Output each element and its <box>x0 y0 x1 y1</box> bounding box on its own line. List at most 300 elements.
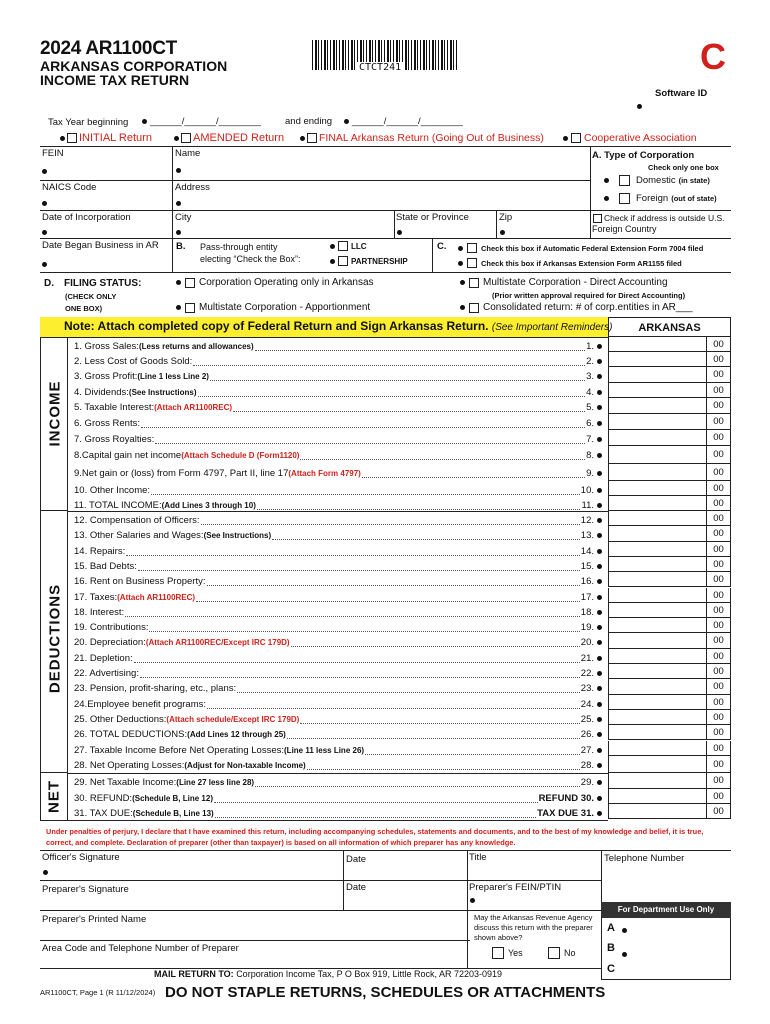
naics-field[interactable] <box>42 201 47 206</box>
federal-extension-checkbox[interactable] <box>467 243 477 253</box>
line-row <box>74 574 602 589</box>
amount-field[interactable] <box>608 588 707 603</box>
officer-date-label: Date <box>346 854 367 865</box>
arkansas-column-heading: ARKANSAS <box>608 317 731 337</box>
line-label: 21. Depletion: <box>74 652 133 664</box>
line-label: 17. Taxes: <box>74 591 118 603</box>
amount-field[interactable] <box>608 773 707 789</box>
dot-leader <box>196 593 580 602</box>
discuss-yes-label: Yes <box>508 948 523 958</box>
bullet-icon <box>597 564 602 569</box>
line-label: 28. Net Operating Losses: <box>74 759 185 771</box>
foreign-note: (out of state) <box>671 194 717 203</box>
bullet-icon <box>597 421 602 426</box>
line-number: TAX DUE 31. <box>537 808 594 819</box>
department-use-box <box>601 918 731 980</box>
line-label: 5. Taxable Interest: <box>74 402 155 413</box>
amount-field[interactable] <box>608 695 707 710</box>
bullet-icon <box>176 305 181 310</box>
final-return-checkbox[interactable] <box>307 133 317 143</box>
cents-field: 00 <box>707 557 731 572</box>
software-id-field[interactable] <box>637 104 642 109</box>
dot-leader <box>272 531 580 540</box>
line-row <box>74 498 602 513</box>
bullet-icon <box>597 344 602 349</box>
line-note: (Attach AR1100REC) <box>154 403 233 412</box>
name-label: Name <box>175 148 201 159</box>
line-row <box>74 559 602 574</box>
amount-field[interactable] <box>608 756 707 773</box>
dot-leader <box>126 547 580 556</box>
dot-leader <box>233 403 585 412</box>
line-note: (Add Lines 3 through 10) <box>161 501 256 510</box>
preparer-fein-field[interactable] <box>470 898 475 903</box>
bullet-icon <box>622 928 627 933</box>
filing-status-letter: D. <box>44 278 54 289</box>
line-number: 6. <box>586 418 594 429</box>
amount-field[interactable] <box>608 542 707 557</box>
dot-leader <box>207 577 580 586</box>
line-number: 13. <box>580 530 594 542</box>
amount-field[interactable] <box>608 804 707 819</box>
bullet-icon <box>597 579 602 584</box>
line-row <box>74 590 602 605</box>
department-use-heading: For Department Use Only <box>601 902 731 918</box>
bullet-icon <box>300 136 305 141</box>
officer-signature-field[interactable] <box>43 870 48 875</box>
preparer-printed-name-label: Preparer's Printed Name <box>42 914 147 925</box>
dot-leader <box>215 809 536 818</box>
amended-return-label: AMENDED Return <box>193 132 285 144</box>
line-row <box>74 681 602 696</box>
cents-field: 00 <box>707 464 731 481</box>
city-field[interactable] <box>176 230 181 235</box>
cents-field: 00 <box>707 481 731 496</box>
cents-field: 00 <box>707 710 731 725</box>
cents-field: 00 <box>707 446 731 464</box>
dot-leader <box>155 435 585 444</box>
discuss-question: May the Arkansas Revenue Agency discuss this return with the preparer shown above? <box>474 913 593 942</box>
line-row <box>74 712 602 727</box>
line-label: 25. Other Deductions: <box>74 713 167 725</box>
amount-field[interactable] <box>608 789 707 804</box>
bullet-icon <box>597 702 602 707</box>
form-subtitle-line2: INCOME TAX RETURN <box>40 72 190 88</box>
line-row <box>74 339 602 354</box>
line-number: 8. <box>586 450 594 461</box>
bullet-icon <box>174 136 179 141</box>
bullet-icon <box>597 625 602 630</box>
income-section-label: INCOME <box>46 380 64 447</box>
bullet-icon <box>597 518 602 523</box>
discuss-yes-checkbox[interactable] <box>492 947 504 959</box>
line-number: 28. <box>580 759 594 771</box>
incorporation-label: Date of Incorporation <box>42 212 131 223</box>
dot-leader <box>193 357 585 366</box>
cents-field: 00 <box>707 773 731 789</box>
line-note: (Line 11 less Line 26) <box>284 745 365 755</box>
direct-accounting-label: Multistate Corporation - Direct Accounting <box>483 277 668 288</box>
amount-field[interactable] <box>608 414 707 430</box>
filing-status-heading: FILING STATUS: <box>64 278 142 289</box>
dot-leader <box>257 501 581 510</box>
dot-leader <box>255 778 580 787</box>
line-label: 19. Contributions: <box>74 622 149 634</box>
amount-field[interactable] <box>608 464 707 481</box>
city-label: City <box>175 212 192 223</box>
dot-leader <box>255 342 585 351</box>
bullet-icon <box>597 811 602 816</box>
line-row <box>74 432 602 447</box>
direct-accounting-checkbox[interactable] <box>469 278 479 288</box>
dot-leader <box>237 684 580 693</box>
amount-field[interactable] <box>608 352 707 367</box>
amount-field[interactable] <box>608 383 707 398</box>
bullet-icon <box>563 136 568 141</box>
amount-field[interactable] <box>608 481 707 496</box>
amount-field[interactable] <box>608 446 707 464</box>
date-began-field[interactable] <box>42 262 47 267</box>
line-label: 18. Interest: <box>74 606 125 618</box>
bullet-icon <box>597 686 602 691</box>
cents-field: 00 <box>707 398 731 414</box>
line-row <box>74 466 602 481</box>
dot-leader <box>140 669 580 678</box>
line-note: (Attach AR1100REC) <box>117 592 196 602</box>
corp-type-heading: A. Type of Corporation <box>592 150 695 161</box>
amount-field[interactable] <box>608 496 707 511</box>
fein-label: FEIN <box>42 148 64 159</box>
dot-leader <box>362 469 585 478</box>
direct-accounting-note: (Prior written approval required for Direct Accounting) <box>492 291 686 300</box>
line-label: 3. Gross Profit: <box>74 371 138 382</box>
final-return-label: FINAL Arkansas Return (Going Out of Business) <box>319 132 544 144</box>
tax-year-ending-label: and ending <box>285 116 333 127</box>
line-row <box>74 385 602 400</box>
line-label: 7. Gross Royalties: <box>74 434 155 445</box>
line-note: (See Instructions) <box>203 531 272 541</box>
bullet-icon <box>597 488 602 493</box>
passthrough-text1: Pass-through entity <box>200 242 278 252</box>
line-number: 29. <box>580 777 594 788</box>
line-label: 15. Bad Debts: <box>74 560 137 572</box>
naics-label: NAICS Code <box>42 182 97 193</box>
cents-field: 00 <box>707 383 731 398</box>
form-title: 2024 AR1100CT <box>40 38 177 59</box>
bullet-icon <box>330 244 335 249</box>
line-row <box>74 528 602 543</box>
bullet-icon <box>604 196 609 201</box>
line-row <box>74 758 602 773</box>
llc-checkbox[interactable] <box>338 241 348 251</box>
line-number: 5. <box>586 402 594 413</box>
line-label: 30. REFUND: <box>74 793 133 804</box>
domestic-checkbox[interactable] <box>619 175 630 186</box>
line-note: (Attach AR1100REC/Except IRC 179D) <box>145 638 290 648</box>
amount-field[interactable] <box>608 649 707 664</box>
cents-field: 00 <box>707 367 731 383</box>
mail-return-address: Corporation Income Tax, P O Box 919, Little Rock, AR 72203-0919 <box>236 969 503 979</box>
domestic-label: Domestic <box>636 175 676 186</box>
line-note: (Add Lines 12 through 25) <box>187 730 286 740</box>
line-number: 20. <box>580 637 594 649</box>
amount-field[interactable] <box>608 526 707 541</box>
tax-year-ending-field[interactable]: ______/______/________ <box>352 116 463 127</box>
line-number: 14. <box>580 545 594 557</box>
bullet-icon <box>60 136 65 141</box>
line-note: (Less returns and allowances) <box>138 342 254 351</box>
amount-field[interactable] <box>608 664 707 679</box>
bullet-icon <box>458 246 463 251</box>
date-began-label: Date Began Business in AR <box>42 240 159 251</box>
line-number: 23. <box>580 683 594 695</box>
bullet-icon <box>460 305 465 310</box>
discuss-no-checkbox[interactable] <box>548 947 560 959</box>
line-number: 27. <box>580 744 594 756</box>
outside-us-checkbox[interactable] <box>593 214 602 223</box>
zip-field[interactable] <box>500 230 505 235</box>
filing-status-note2: ONE BOX) <box>65 304 103 313</box>
cents-field: 00 <box>707 352 731 367</box>
cents-field: 00 <box>707 633 731 648</box>
dot-leader <box>149 623 579 632</box>
line-number: 18. <box>580 606 594 618</box>
passthrough-letter: B. <box>176 241 186 252</box>
cents-field: 00 <box>707 789 731 804</box>
amount-field[interactable] <box>608 603 707 618</box>
arkansas-extension-label: Check this box if Arkansas Extension Form AR1155 filed <box>481 258 682 268</box>
line-label: 9.Net gain or (loss) from Form 4797, Part II, line 17 <box>74 468 289 479</box>
amount-field[interactable] <box>608 679 707 694</box>
initial-return-checkbox[interactable] <box>67 133 77 143</box>
line-row <box>74 448 602 463</box>
amount-field[interactable] <box>608 633 707 648</box>
incorporation-field[interactable] <box>42 230 47 235</box>
bullet-icon <box>142 119 147 124</box>
arkansas-only-label: Corporation Operating only in Arkansas <box>199 277 374 288</box>
cents-field: 00 <box>707 588 731 603</box>
line-row <box>74 806 602 821</box>
foreign-checkbox[interactable] <box>619 193 630 204</box>
cents-field: 00 <box>707 430 731 446</box>
line-number: 10. <box>580 485 594 496</box>
amount-field[interactable] <box>608 725 707 740</box>
cents-field: 00 <box>707 496 731 511</box>
line-row <box>74 791 602 806</box>
department-b-label: B <box>607 942 615 954</box>
dot-leader <box>307 761 580 770</box>
preparer-signature-label: Preparer's Signature <box>42 884 129 895</box>
bullet-icon <box>597 405 602 410</box>
dot-leader <box>151 486 580 495</box>
line-label: 20. Depreciation: <box>74 637 146 649</box>
dot-leader <box>210 372 585 381</box>
notice-reminder: (See Important Reminders) <box>491 322 613 333</box>
state-field[interactable] <box>397 230 402 235</box>
amount-field[interactable] <box>608 557 707 572</box>
dot-leader <box>287 730 580 739</box>
line-note: (Schedule B, Line 13) <box>132 809 214 818</box>
line-number: REFUND 30. <box>538 793 594 804</box>
bullet-icon <box>330 259 335 264</box>
amount-field[interactable] <box>608 430 707 446</box>
department-c-label: C <box>607 963 615 975</box>
arkansas-only-checkbox[interactable] <box>185 278 195 288</box>
partnership-label: PARTNERSHIP <box>351 256 408 266</box>
passthrough-text2: electing “Check the Box”: <box>200 254 301 264</box>
line-label: 27. Taxable Income Before Net Operating Losses: <box>74 744 285 756</box>
corp-type-note: Check only one box <box>648 163 719 172</box>
filing-status-note1: (CHECK ONLY <box>65 292 117 301</box>
line-number: 11. <box>581 500 594 511</box>
bullet-icon <box>597 374 602 379</box>
telephone-label: Telephone Number <box>604 853 685 864</box>
line-row <box>74 605 602 620</box>
line-row <box>74 666 602 681</box>
line-number: 3. <box>586 371 594 382</box>
amount-field[interactable] <box>608 398 707 414</box>
line-label: 10. Other Income: <box>74 485 151 496</box>
amount-field[interactable] <box>608 511 707 526</box>
extension-letter: C. <box>437 241 447 252</box>
amount-field[interactable] <box>608 710 707 725</box>
tax-year-beginning-label: Tax Year beginning <box>48 117 129 128</box>
bullet-icon <box>458 261 463 266</box>
dot-leader <box>300 451 585 460</box>
line-row <box>74 354 602 369</box>
line-number: 7. <box>586 434 594 445</box>
cents-field: 00 <box>707 649 731 664</box>
bullet-icon <box>597 763 602 768</box>
arkansas-extension-checkbox[interactable] <box>467 258 477 268</box>
line-row <box>74 483 602 498</box>
amount-field[interactable] <box>608 337 707 352</box>
dot-leader <box>201 516 580 525</box>
line-label: 23. Pension, profit-sharing, etc., plans: <box>74 683 237 695</box>
deductions-section-label: DEDUCTIONS <box>46 583 64 694</box>
line-row <box>74 544 602 559</box>
line-row <box>74 697 602 712</box>
bullet-icon <box>597 471 602 476</box>
amount-field[interactable] <box>608 618 707 633</box>
cents-field: 00 <box>707 526 731 541</box>
amended-return-checkbox[interactable] <box>181 133 191 143</box>
line-number: 15. <box>580 560 594 572</box>
bullet-icon <box>597 748 602 753</box>
outside-us-label: Check if address is outside U.S. <box>604 213 725 223</box>
line-note: (Attach schedule/Except IRC 179D) <box>166 714 300 724</box>
dot-leader <box>207 700 580 709</box>
line-label: 16. Rent on Business Property: <box>74 576 206 588</box>
line-note: (Adjust for Non-taxable Income) <box>184 760 306 770</box>
perjury-statement: Under penalties of perjury, I declare that I have examined this return, including accompanying schedules, statements and documents, and to the best of my knowledge and belief, it is true, correct, and complete. Declaration of preparer (other than taxpayer) is based on all information of which preparer has any knowledge. <box>46 827 704 847</box>
line-row <box>74 743 602 758</box>
line-label: 13. Other Salaries and Wages: <box>74 530 204 542</box>
bullet-icon <box>597 503 602 508</box>
bullet-icon <box>597 549 602 554</box>
line-note: (Schedule B, Line 12) <box>132 794 213 803</box>
line-note: (Line 1 less Line 2) <box>137 372 209 381</box>
amount-field[interactable] <box>608 367 707 383</box>
form-subtitle-line1: ARKANSAS CORPORATION <box>40 58 228 74</box>
llc-label: LLC <box>351 241 367 251</box>
foreign-label: Foreign <box>636 193 669 204</box>
line-number: 22. <box>580 668 594 679</box>
mail-return-label: MAIL RETURN TO: <box>154 969 234 979</box>
bullet-icon <box>176 280 181 285</box>
officer-signature-label: Officer's Signature <box>42 852 120 863</box>
cents-field: 00 <box>707 603 731 618</box>
address-label: Address <box>175 182 210 193</box>
notice-text: Note: Attach completed copy of Federal Return and Sign Arkansas Return. <box>64 319 489 333</box>
cents-field: 00 <box>707 741 731 756</box>
line-note: (Attach Form 4797) <box>288 469 361 478</box>
dot-leader <box>291 638 580 647</box>
software-id-label: Software ID <box>655 88 708 99</box>
bullet-icon <box>344 119 349 124</box>
line-label: 6. Gross Rents: <box>74 418 140 429</box>
line-label: 11. TOTAL INCOME: <box>74 500 162 511</box>
cents-field: 00 <box>707 725 731 740</box>
bullet-icon <box>604 178 609 183</box>
name-field[interactable] <box>176 168 181 173</box>
line-row <box>74 620 602 635</box>
line-number: 2. <box>586 356 594 367</box>
dot-leader <box>141 419 585 428</box>
line-label: 22. Advertising: <box>74 668 139 679</box>
bullet-icon <box>597 437 602 442</box>
bullet-icon <box>597 610 602 615</box>
bullet-icon <box>597 359 602 364</box>
consolidated-checkbox[interactable] <box>469 303 479 313</box>
cents-field: 00 <box>707 618 731 633</box>
line-label: 24.Employee benefit programs: <box>74 698 207 710</box>
line-row <box>74 651 602 666</box>
line-number: 25. <box>580 713 594 725</box>
bullet-icon <box>597 390 602 395</box>
foreign-country-label: Foreign Country <box>592 224 657 234</box>
bullet-icon <box>597 453 602 458</box>
line-row <box>74 416 602 431</box>
address-field[interactable] <box>176 201 181 206</box>
line-row <box>74 635 602 650</box>
amount-field[interactable] <box>608 572 707 587</box>
line-label: 26. TOTAL DEDUCTIONS: <box>74 729 188 741</box>
line-label: 31. TAX DUE: <box>74 808 133 819</box>
net-section-label: NET <box>45 780 63 813</box>
apportionment-checkbox[interactable] <box>185 303 195 313</box>
cooperative-checkbox[interactable] <box>571 133 581 143</box>
partnership-checkbox[interactable] <box>338 256 348 266</box>
state-label: State or Province <box>396 212 469 223</box>
line-note: (Line 27 less line 28) <box>176 778 255 787</box>
title-label: Title <box>469 852 487 863</box>
tax-year-beginning-field[interactable]: ______/______/________ <box>150 116 261 127</box>
cents-field: 00 <box>707 337 731 352</box>
line-number: 4. <box>586 387 594 398</box>
line-label: 1. Gross Sales: <box>74 341 139 352</box>
line-label: 14. Repairs: <box>74 545 126 557</box>
dot-leader <box>214 794 538 803</box>
dot-leader <box>300 715 579 724</box>
line-number: 9. <box>586 468 594 479</box>
area-code-label: Area Code and Telephone Number of Preparer <box>42 943 239 954</box>
line-number: 12. <box>580 515 594 526</box>
amount-field[interactable] <box>608 741 707 756</box>
bullet-icon <box>597 717 602 722</box>
fein-field[interactable] <box>42 169 47 174</box>
consolidated-label: Consolidated return: # of corp.entities in AR___ <box>483 302 693 313</box>
